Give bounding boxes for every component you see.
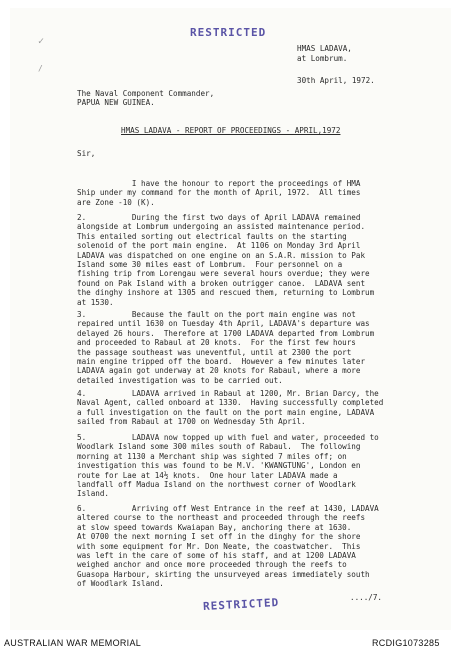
paragraph-6-line: with some equipment for Mr. Don Neate, the coastwatcher. This <box>77 541 361 551</box>
paragraph-4-line: Naval Agent, called onboard at 1330. Having successfully completed <box>77 398 384 408</box>
paragraph-4-line: a full investigation on the fault on the port main engine, LADAVA <box>77 407 375 417</box>
paragraph-2-line: Island some 30 miles east of Lombrum. Four personnel on a <box>77 260 343 269</box>
pen-mark-2: / <box>38 64 43 73</box>
paragraph-3-line: repaired until 1630 on Tuesday 4th April, LADAVA's departure was <box>77 319 370 329</box>
footer-source: AUSTRALIAN WAR MEMORIAL <box>4 638 142 648</box>
paragraph-5-line: Island. <box>77 489 110 499</box>
paragraph-5-line: route for Lae at 14½ knots. One hour later LADAVA made a <box>77 470 338 480</box>
paragraph-2-line: found on Pak Island with a broken outrigger canoe. LADAVA sent <box>77 278 366 288</box>
pen-mark: ✓ <box>38 36 45 47</box>
paragraph-2-line: alongside at Lombrum undergoing an assisted maintenance period. <box>77 222 366 232</box>
report-title: HMAS LADAVA - REPORT OF PROCEEDINGS - APRIL,1972 <box>121 126 341 135</box>
paragraph-6-line: of Woodlark Island. <box>77 579 164 589</box>
paragraph-3-line: the passage southeast was uneventful, until at 2300 the port <box>77 347 352 357</box>
paragraph-3-line: and proceeded to Rabaul at 20 knots. For the first few hours <box>77 338 356 348</box>
continuation-marker: ..../7. <box>350 593 383 602</box>
paragraph-3-line: LADAVA again got underway at 20 knots for Rabaul, where a more <box>77 366 361 376</box>
recipient-line2: PAPUA NEW GUINEA. <box>77 98 155 107</box>
paragraph-2-line: LADAVA was dispatched on one engine on an S.A.R. mission to Pak <box>77 250 366 260</box>
paragraph-5-line: morning at 1130 a Merchant ship was sighted 7 miles off; on <box>77 451 347 461</box>
paragraph-2-line: the dinghy inshore at 1305 and rescued them, returning to Lombrum <box>77 288 375 298</box>
restricted-stamp-top: RESTRICTED <box>190 26 267 39</box>
paragraph-3-line: detailed investigation was to be carried out. <box>77 375 283 385</box>
paragraph-3-line: main engine tripped off the board. However a few minutes later <box>77 357 366 366</box>
sender-ship: HMAS LADAVA, <box>297 44 352 53</box>
paragraph-5-line: 5. LADAVA now topped up with fuel and water, proceeded to <box>77 433 379 442</box>
footer-id: RCDIG1073285 <box>372 638 440 648</box>
paragraph-2-line: fishing trip from Lorengau were several hours overdue; they were <box>77 269 370 279</box>
paragraph-1-line: Ship under my command for the month of April, 1972. All times <box>77 188 361 198</box>
paragraph-2-line: solenoid of the port main engine. At 1106 on Monday 3rd April <box>77 241 361 251</box>
paragraph-5-line: investigation this was found to be M.V. 'KWANGTUNG', London en <box>77 461 361 471</box>
paragraph-1-line: are Zone -10 (K). <box>77 197 155 207</box>
paragraph-6-line: at slow speed towards Kwaiapan Bay, anchoring there at 1630. <box>77 522 352 532</box>
paragraph-2-line: This entailed sorting out electrical faults on the starting <box>77 231 347 241</box>
paragraph-6-line: altered course to the northeast and proceeded through the reefs <box>77 513 366 523</box>
letter-date: 30th April, 1972. <box>297 76 375 85</box>
paragraph-3-line: delayed 26 hours. Therefore at 1700 LADAVA departed from Lombrum <box>77 328 375 338</box>
paragraph-3-line: 3. Because the fault on the port main engine was not <box>77 310 356 319</box>
paragraph-2-line: 2. During the first two days of April LADAVA remained <box>77 213 361 222</box>
salutation: Sir, <box>77 149 96 158</box>
paragraph-6-line: Guasopa Harbour, skirting the unsurveyed areas immediately south <box>77 569 370 579</box>
paragraph-5-line: landfall off Madua Island on the northwest corner of Woodlark <box>77 480 356 489</box>
paragraph-6-line: was left in the care of some of his staff, and at 1200 LADAVA <box>77 551 356 560</box>
paragraph-4-line: sailed from Rabaul at 1700 on Wednesday 5th April. <box>77 417 306 427</box>
recipient-line1: The Naval Component Commander, <box>77 89 215 98</box>
paragraph-6-line: At 0700 the next morning I set off in the dinghy for the shore <box>77 532 361 542</box>
paragraph-1-line: I have the honour to report the proceedings of HMA <box>77 179 361 188</box>
restricted-stamp-bottom: RESTRICTED <box>202 596 280 613</box>
paragraph-5-line: Woodlark Island some 300 miles south of Rabaul. The following <box>77 442 361 452</box>
paragraph-6-line: 6. Arriving off West Entrance in the reef at 1430, LADAVA <box>77 504 379 513</box>
paragraph-4-line: 4. LADAVA arrived in Rabaul at 1200, Mr. Brian Darcy, the <box>77 389 379 398</box>
sender-location: at Lombrum. <box>297 54 348 63</box>
paragraph-2-line: at 1530. <box>77 297 114 307</box>
paragraph-6-line: weighed anchor and once more proceeded through the reefs to <box>77 560 347 570</box>
